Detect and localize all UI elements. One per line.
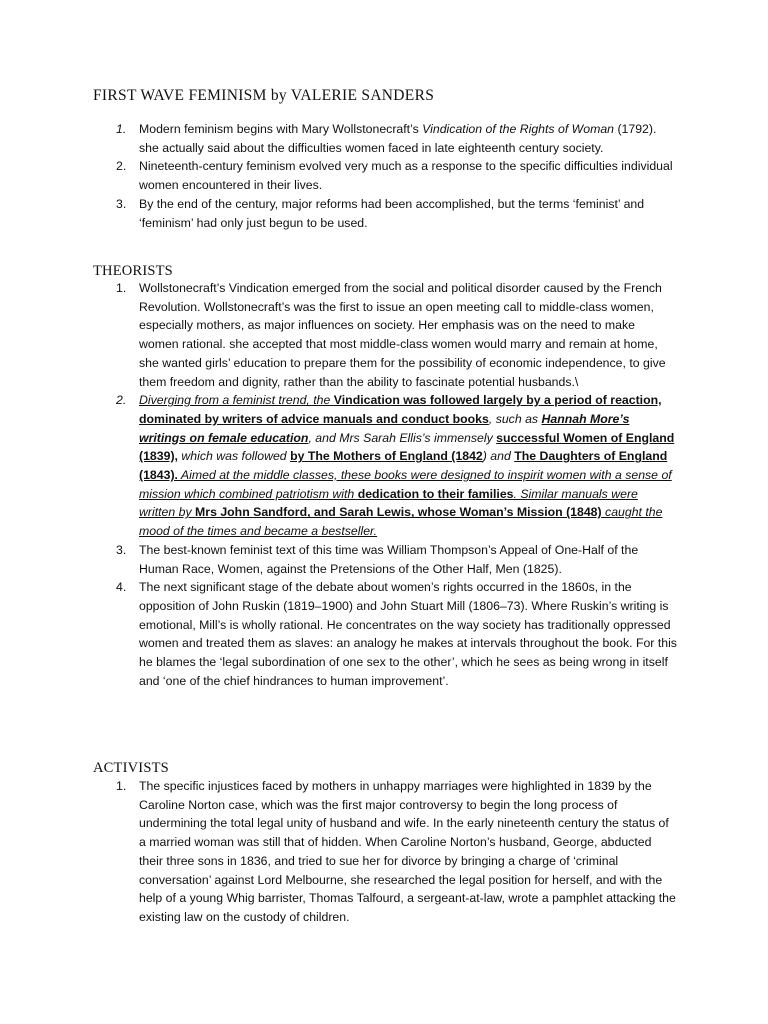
theorists-list: [0, 279, 768, 690]
list-item: [0, 120, 677, 157]
intro-list: [0, 120, 768, 232]
list-item: [0, 541, 677, 578]
list-text: Wollstonecraft’s Vindication emerged from the social and political disorder caused by the French Revolution. Wollstonecraft’s was the first to issue an open meeting call to middle-class women, especially mothers, as major influences on society. Her emphasis was on the need to make women rational. she accepted that most middle-class women would marry and remain at home, she wanted girls’ education to prepare them for the possibility of economic independence, to give them freedom and dignity, rather than the ability to fascinate potential husbands.\: [139, 281, 666, 389]
emphasis-text: successful Women of England (1839),: [139, 430, 675, 464]
list-text: By the end of the century, major reforms had been accomplished, but the terms ‘feminist’ and ‘feminism’ had only just begun to be used.: [139, 196, 645, 230]
list-number: 1.: [116, 122, 127, 136]
list-item: [0, 777, 677, 927]
list-text: Modern feminism begins with Mary Wollstonecraft’s: [139, 122, 423, 136]
list-text: (1792). she actually said about the difficulties women faced in late eighteenth century society.: [139, 122, 657, 155]
list-text: The best-known feminist text of this time was William Thompson’s Appeal of One-Half of the Human Race, Women, against the Pretensions of the Other Half, Men (1825).: [139, 542, 639, 576]
activists-list: [0, 777, 768, 927]
list-number: 2.: [116, 159, 127, 174]
emphasis-text: Vindication was followed largely by a period of reaction, dominated by writers of advice manuals and conduct books: [139, 393, 662, 426]
list-text: The next significant stage of the debate about women’s rights occurred in the 1860s, in the opposition of John Ruskin (1819–1900) and John Stuart Mill (1806–73). Where Ruskin’s writing is emotional, Mill’s is wholly rational. He concentrates on the way society has traditionally oppressed women and treated them as slaves: an analogy he makes at intervals throughout the book. For this he blames the ‘legal subordination of one sex to the other’, which he sees as being wrong in itself and ‘one of the chief hindrances to human improvement’.: [139, 580, 677, 688]
list-text: The specific injustices faced by mothers in unhappy marriages were highlighted in 1839 by the Caroline Norton case, which was the first major controversy to begin the long process of undermining the total legal unity of husband and wife. In the early nineteenth century the status of a married woman was still that of hidden. When Caroline Norton’s husband, George, abducted their three sons in 1836, and tried to sue her for divorce by bringing a charge of ‘criminal conversation’ against Lord Melbourne, she researched the legal position for herself, and with the help of a young Whig barrister, Thomas Talfourd, a sergeant-at-law, wrote a pamphlet attacking the existing law on the custody of children.: [139, 779, 676, 924]
document-title: FIRST WAVE FEMINISM by VALERIE SANDERS: [93, 87, 435, 104]
emphasis-text: Hannah More’s writings on female education: [139, 411, 630, 445]
list-text: caught the mood of the times and became a bestseller.: [139, 505, 663, 539]
list-text: ) and: [482, 449, 515, 464]
emphasis-text: Mrs John Sandford, and Sarah Lewis, whose Woman’s Mission (1848): [195, 505, 602, 520]
emphasis-text: dedication to their families: [357, 486, 514, 501]
emphasis-text: by The Mothers of England (1842: [290, 449, 483, 464]
list-item: [0, 279, 677, 391]
list-text: . Similar manuals were written by: [139, 486, 638, 520]
list-number: 3.: [116, 196, 127, 211]
list-number: 1.: [116, 779, 127, 793]
list-item: [0, 157, 677, 194]
section-heading-theorists: THEORISTS: [93, 263, 173, 279]
list-text: Diverging from a feminist trend, the: [139, 393, 334, 408]
emphasis-text: The Daughters of England (1843).: [139, 449, 668, 483]
list-item: [0, 391, 677, 541]
list-text: , such as: [488, 411, 542, 426]
list-text: Aimed at the middle classes, these books were designed to inspirit women with a sense of mission which combined patriotism with: [139, 468, 672, 501]
list-text: , and Mrs Sarah Ellis’s immensely: [308, 430, 497, 445]
list-text: which was followed: [177, 449, 291, 464]
list-item: [0, 195, 677, 232]
list-number: 1.: [116, 281, 127, 295]
list-item: [0, 578, 677, 690]
list-number: 4.: [116, 580, 127, 595]
book-title: Vindication of the Rights of Woman: [422, 122, 615, 136]
section-heading-activists: ACTIVISTS: [93, 760, 169, 776]
list-number: 2.: [116, 393, 127, 408]
list-text: Nineteenth-century feminism evolved very much as a response to the specific difficulties individual women encountered in their lives.: [139, 159, 673, 193]
list-number: 3.: [116, 542, 127, 557]
